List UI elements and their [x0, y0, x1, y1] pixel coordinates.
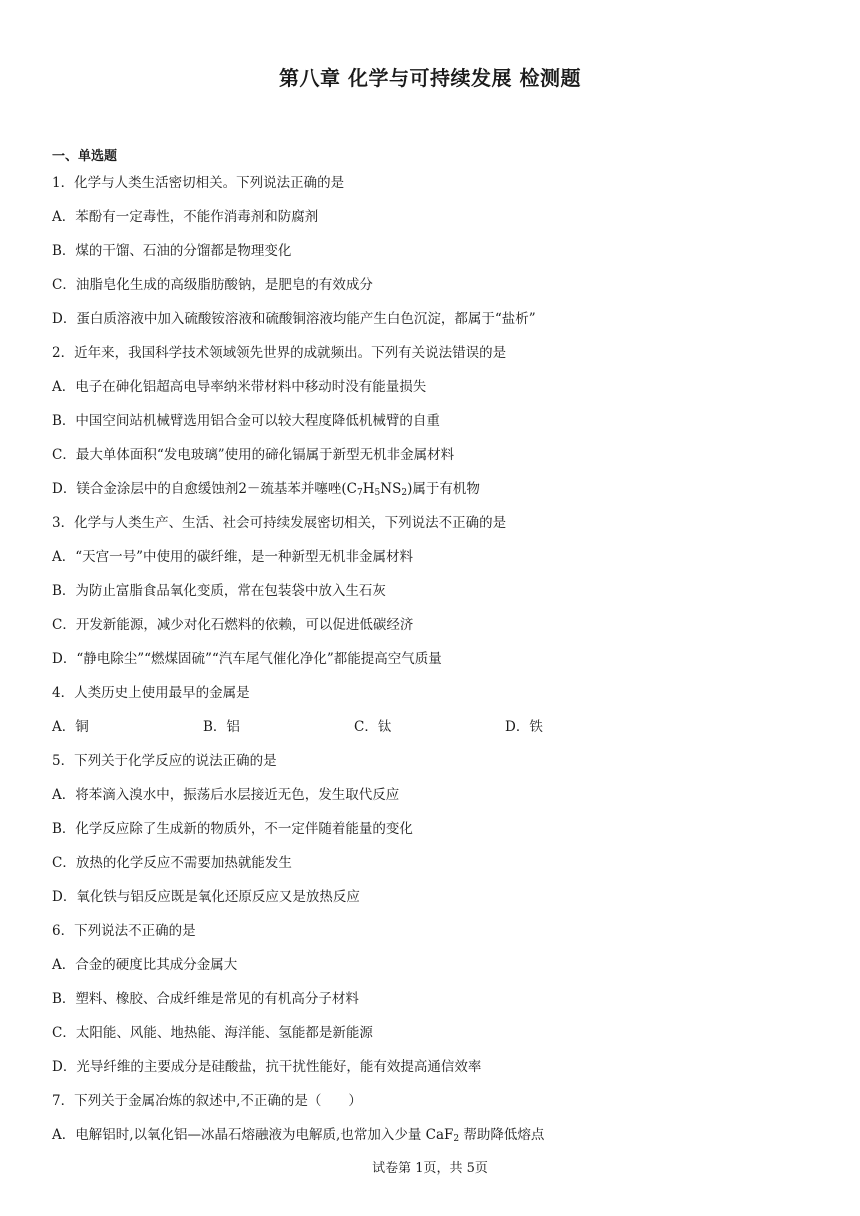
question-4-stem: 4．人类历史上使用最早的金属是	[52, 685, 250, 701]
question-7-stem: 7．下列关于金属冶炼的叙述中,不正确的是（ ）	[52, 1093, 362, 1109]
page-footer: 试卷第 1页，共 5页	[372, 1161, 488, 1176]
question-3-option-d: D．“静电除尘”“燃煤固硫”“汽车尾气催化净化”都能提高空气质量	[52, 651, 442, 667]
question-5-option-b: B．化学反应除了生成新的物质外，不一定伴随着能量的变化	[52, 821, 413, 837]
question-3-option-b: B．为防止富脂食品氧化变质，常在包装袋中放入生石灰	[52, 583, 386, 599]
question-5-option-c: C．放热的化学反应不需要加热就能发生	[52, 855, 292, 871]
question-6-option-b: B．塑料、橡胶、合成纤维是常见的有机高分子材料	[52, 991, 359, 1007]
q7a-text-2: 帮助降低熔点	[459, 1127, 545, 1143]
q2d-text-4: )属于有机物	[407, 481, 480, 497]
q2d-text-1: D．镁合金涂层中的自愈缓蚀剂2－巯基苯并噻唑(C	[52, 481, 358, 497]
question-1-option-b: B．煤的干馏、石油的分馏都是物理变化	[52, 243, 292, 259]
q2d-text-3: NS	[380, 481, 402, 497]
question-1-stem: 1．化学与人类生活密切相关。下列说法正确的是	[52, 175, 345, 191]
question-4-option-c: C．钛	[354, 719, 392, 735]
page-title: 第八章 化学与可持续发展 检测题	[279, 66, 581, 90]
q2d-text-2: H	[362, 481, 375, 497]
question-6-option-a: A．合金的硬度比其成分金属大	[52, 957, 238, 973]
question-6-option-d: D．光导纤维的主要成分是硅酸盐，抗干扰性能好，能有效提高通信效率	[52, 1059, 482, 1075]
question-7-option-a	[52, 1124, 832, 1158]
question-1-option-a: A．苯酚有一定毒性，不能作消毒剂和防腐剂	[52, 209, 319, 225]
question-4-option-b: B．铝	[203, 719, 240, 735]
question-3-stem: 3．化学与人类生产、生活、社会可持续发展密切相关，下列说法不正确的是	[52, 515, 507, 531]
q2d-sub-1: 7	[357, 488, 363, 498]
question-5-option-d: D．氧化铁与铝反应既是氧化还原反应又是放热反应	[52, 889, 360, 905]
q7a-text-1: A．电解铝时,以氧化铝—冰晶石熔融液为电解质,也常加入少量 CaF	[52, 1127, 454, 1143]
q2d-sub-2: 5	[374, 488, 381, 498]
question-6-option-c: C．太阳能、风能、地热能、海洋能、氢能都是新能源	[52, 1025, 373, 1041]
question-2-option-b: B．中国空间站机械臂选用铝合金可以较大程度降低机械臂的自重	[52, 413, 440, 429]
q7a-sub: 2	[453, 1134, 460, 1144]
question-4-option-d: D．铁	[505, 719, 543, 735]
question-3-option-c: C．开发新能源，减少对化石燃料的依赖，可以促进低碳经济	[52, 617, 414, 633]
question-5-stem: 5．下列关于化学反应的说法正确的是	[52, 753, 277, 769]
question-5-option-a: A．将苯滴入溴水中，振荡后水层接近无色，发生取代反应	[52, 787, 400, 803]
q2d-sub-3: 2	[401, 488, 408, 498]
question-1-option-c: C．油脂皂化生成的高级脂肪酸钠，是肥皂的有效成分	[52, 277, 373, 293]
question-2-option-c: C．最大单体面积“发电玻璃”使用的碲化镉属于新型无机非金属材料	[52, 447, 455, 463]
question-4-option-a: A．铜	[52, 719, 89, 735]
question-2-stem: 2．近年来，我国科学技术领域领先世界的成就频出。下列有关说法错误的是	[52, 345, 507, 361]
question-4-options	[52, 716, 832, 750]
question-2-option-a: A．电子在砷化铝超高电导率纳米带材料中移动时没有能量损失	[52, 379, 427, 395]
question-3-option-a: A．“天宫一号”中使用的碳纤维，是一种新型无机非金属材料	[52, 549, 414, 565]
question-2-option-d	[52, 478, 832, 512]
question-1-option-d: D．蛋白质溶液中加入硫酸铵溶液和硫酸铜溶液均能产生白色沉淀，都属于“盐析”	[52, 311, 536, 327]
question-6-stem: 6．下列说法不正确的是	[52, 923, 196, 939]
question-list	[52, 172, 832, 1158]
section-heading: 一、单选题	[52, 149, 118, 164]
